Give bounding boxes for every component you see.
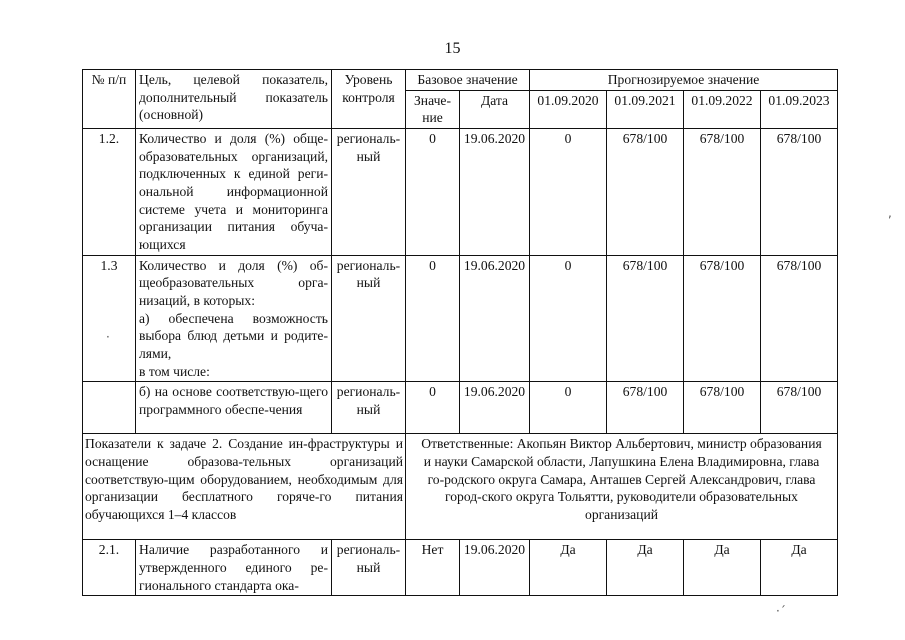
row-num bbox=[83, 382, 136, 434]
row-base-date: 19.06.2020 bbox=[460, 382, 530, 434]
header-date-2023: 01.09.2023 bbox=[761, 90, 838, 128]
table-row bbox=[83, 255, 838, 382]
row-num: 1.2. bbox=[83, 129, 136, 256]
row-base-value: Нет bbox=[406, 540, 460, 596]
table-row bbox=[83, 540, 838, 596]
row-forecast-2022: 678/100 bbox=[684, 255, 761, 382]
row-forecast-2022: Да bbox=[684, 540, 761, 596]
row-level: региональ-ный bbox=[332, 382, 406, 434]
row-goal: б) на основе соответствую-щего программного обеспе-чения bbox=[136, 382, 332, 434]
row-level: региональ-ный bbox=[332, 540, 406, 596]
row-level: региональ-ный bbox=[332, 255, 406, 382]
row-goal-a: а) обеспечена возможность выбора блюд детьми и родите-лями, bbox=[139, 310, 328, 362]
row-forecast-2021: 678/100 bbox=[607, 382, 684, 434]
header-date-2022: 01.09.2022 bbox=[684, 90, 761, 128]
row-forecast-2023: 678/100 bbox=[761, 382, 838, 434]
header-level: Уровень контроля bbox=[332, 70, 406, 129]
row-goal: Количество и доля (%) обще-образовательных организаций, подключенных к единой реги-ональной информационной системе учета и мониторинга организации питания обуча-ющихся bbox=[136, 129, 332, 256]
row-num: 2.1. bbox=[83, 540, 136, 596]
scan-mark-left: · bbox=[106, 330, 110, 344]
row-level: региональ-ный bbox=[332, 129, 406, 256]
row-base-date: 19.06.2020 bbox=[460, 129, 530, 256]
header-date-2021: 01.09.2021 bbox=[607, 90, 684, 128]
row-base-value: 0 bbox=[406, 382, 460, 434]
task2-title: Показатели к задаче 2. Создание ин-фраструктуры и оснащение образова-тельных организаций соответствую-щим оборудованием, необходимым для организации бесплатного горяче-го питания обучающихся 1–4 классов bbox=[83, 434, 406, 540]
scan-mark-right: , bbox=[888, 206, 892, 220]
row-goal-incl: в том числе: bbox=[139, 363, 210, 379]
header-num: № п/п bbox=[83, 70, 136, 129]
row-goal-main: Количество и доля (%) об-щеобразовательных орга-низаций, в которых: bbox=[139, 257, 328, 309]
header-base-date: Дата bbox=[460, 90, 530, 128]
scan-mark-bottom: ·´ bbox=[776, 604, 786, 618]
row-forecast-2023: 678/100 bbox=[761, 129, 838, 256]
row-goal: Наличие разработанного и утвержденного единого ре-гионального стандарта ока- bbox=[136, 540, 332, 596]
task2-responsible: Ответственные: Акопьян Виктор Альбертович, министр образования и науки Самарской области, Лапушкина Елена Владимировна, глава го-родского округа Самара, Анташев Сергей Александрович, глава город-ского округа Тольятти, руководители образовательных организаций bbox=[406, 434, 838, 540]
page-number: 15 bbox=[444, 40, 461, 57]
header-forecast: Прогнозируемое значение bbox=[530, 70, 838, 91]
row-forecast-2021: 678/100 bbox=[607, 129, 684, 256]
table-row bbox=[83, 129, 838, 256]
header-date-2020: 01.09.2020 bbox=[530, 90, 607, 128]
row-base-value: 0 bbox=[406, 129, 460, 256]
task-row bbox=[83, 434, 838, 540]
row-forecast-2023: Да bbox=[761, 540, 838, 596]
indicators-table bbox=[82, 69, 838, 596]
header-goal: Цель, целевой показатель, дополнительный показатель (основной) bbox=[136, 70, 332, 129]
row-forecast-2022: 678/100 bbox=[684, 382, 761, 434]
row-forecast-2020: 0 bbox=[530, 255, 607, 382]
row-base-date: 19.06.2020 bbox=[460, 255, 530, 382]
row-forecast-2020: 0 bbox=[530, 129, 607, 256]
table-row bbox=[83, 382, 838, 434]
row-forecast-2021: 678/100 bbox=[607, 255, 684, 382]
row-num: 1.3 bbox=[83, 255, 136, 382]
header-base: Базовое значение bbox=[406, 70, 530, 91]
row-base-date: 19.06.2020 bbox=[460, 540, 530, 596]
row-base-value: 0 bbox=[406, 255, 460, 382]
row-forecast-2020: Да bbox=[530, 540, 607, 596]
header-row-1 bbox=[83, 70, 838, 91]
header-base-value: Значе-ние bbox=[406, 90, 460, 128]
row-goal bbox=[136, 255, 332, 382]
row-forecast-2021: Да bbox=[607, 540, 684, 596]
row-forecast-2022: 678/100 bbox=[684, 129, 761, 256]
row-forecast-2020: 0 bbox=[530, 382, 607, 434]
row-forecast-2023: 678/100 bbox=[761, 255, 838, 382]
